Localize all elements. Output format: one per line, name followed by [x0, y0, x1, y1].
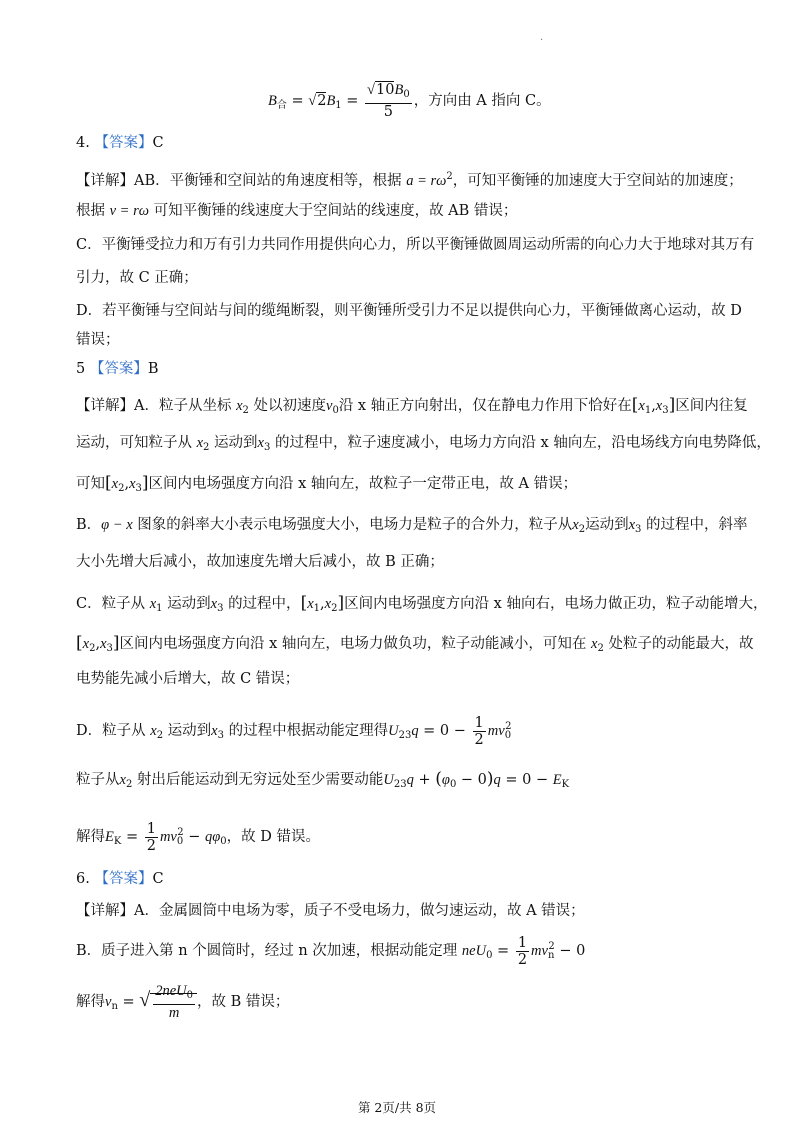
q5-detail-line-9: D．粒子从 $x_2$ 运动到$x_3$ 的过程中根据动能定理得$U_{23}q = 0$ − $\frac{1}{2}$ $mv_0^2$ [76, 714, 512, 748]
q5-detail-line-4: B．φ − x 图象的斜率大小表示电场强度大小，电场力是粒子的合外力，粒子从$x_2$运动到$x_3$ 的过程中，斜率 [76, 517, 748, 535]
q5-detail-line-10: 粒子从$x_2$ 射出后能运动到无穷远处至少需要动能$U_{23}q + (\varphi_0 - 0)q = 0 - E_K$ [76, 769, 570, 790]
q6-answer: C [152, 871, 164, 887]
q4-answer: C [152, 135, 164, 151]
top-equation-line: $B_合 = √2B_1$ = $\frac{√10B_0}{5}$ ，方向由 A 指向 C。 [268, 82, 551, 120]
q6-answer-line: 6. 【答案】C [76, 871, 164, 887]
q5-detail-line-7: $[x_2,x_3]$区间内电场强度方向沿 x 轴向左，电场力做负功，粒子动能减小，可知在 $x_2$ 处粒子的动能最大，故 [76, 633, 754, 654]
q4-detail-line-2: 根据 v = rω 可知平衡锤的线速度大于空间站的线速度，故 AB 错误； [76, 203, 518, 219]
q4-detail-line-1: 【详解】AB．平衡锤和空间站的角速度相等，根据 $a = r\omega^2$，可知平衡锤的加速度大于空间站的加速度； [76, 171, 743, 189]
answer-tag: 【答案】 [89, 361, 148, 377]
q4-detail-line-4: 引力，故 C 正确； [76, 270, 198, 286]
scan-dot: · [540, 35, 544, 46]
q5-detail-line-3: 可知$[x_2,x_3]$区间内电场强度方向沿 x 轴向左，故粒子一定带正电，故 A 错误； [76, 473, 578, 494]
q5-answer: B [147, 361, 159, 377]
q4-detail-line-5: D．若平衡锤与空间站与间的缆绳断裂，则平衡锤所受引力不足以提供向心力，平衡锤做离心运动，故 D [76, 303, 742, 319]
answer-tag: 【答案】 [94, 871, 153, 887]
page-footer: 第 2页/共 8页 [357, 1100, 437, 1115]
q5-detail-line-8: 电势能先减小后增大，故 C 错误； [76, 671, 300, 687]
q4-detail-line-3: C．平衡锤受拉力和万有引力共同作用提供向心力，所以平衡锤做圆周运动所需的向心力大于地球对其万有 [76, 237, 755, 253]
q5-detail-line-2: 运动，可知粒子从 $x_2$ 运动到$x_3$ 的过程中，粒子速度减小，电场力方向沿 x 轴向左，沿电场线方向电势降低， [76, 435, 771, 453]
q5-answer-line: 5 【答案】B [76, 361, 159, 377]
q4-answer-line: 4. 【答案】C [76, 135, 164, 151]
q5-detail-line-11: 解得$E_K$ = $\frac{1}{2}$ $mv_0^2 - q\varphi_0$，故 D 错误。 [76, 820, 320, 854]
top-equation-tail: ，方向由 A 指向 C。 [413, 93, 551, 109]
q4-detail-line-6: 错误； [76, 332, 120, 348]
q5-detail-line-5: 大小先增大后减小，故加速度先增大后减小，故 B 正确； [76, 554, 444, 570]
q5-detail-line-6: C．粒子从 $x_1$ 运动到$x_3$ 的过程中，$[x_1,x_2]$区间内电场强度方向沿 x 轴向右，电场力做正功，粒子动能增大， [76, 593, 768, 614]
q6-detail-line-3: 解得$v_n$ = √ $\frac{2neU_0}{m}$ ，故 B 错误； [76, 983, 290, 1021]
answer-tag: 【答案】 [94, 135, 153, 151]
q6-detail-line-1: 【详解】A．金属圆筒中电场为零，质子不受电场力，做匀速运动，故 A 错误； [76, 903, 585, 919]
q6-detail-line-2: B．质子进入第 n 个圆筒时，经过 n 次加速，根据动能定理 neU$_0$ = $\frac{1}{2}$ $mv_n^2 - 0$ [76, 934, 586, 968]
q5-detail-line-1: 【详解】A．粒子从坐标 $x_2$ 处以初速度$v_0$沿 x 轴正方向射出，仅在静电力作用下恰好在$[x_1,x_3]$区间内往复 [76, 395, 748, 416]
